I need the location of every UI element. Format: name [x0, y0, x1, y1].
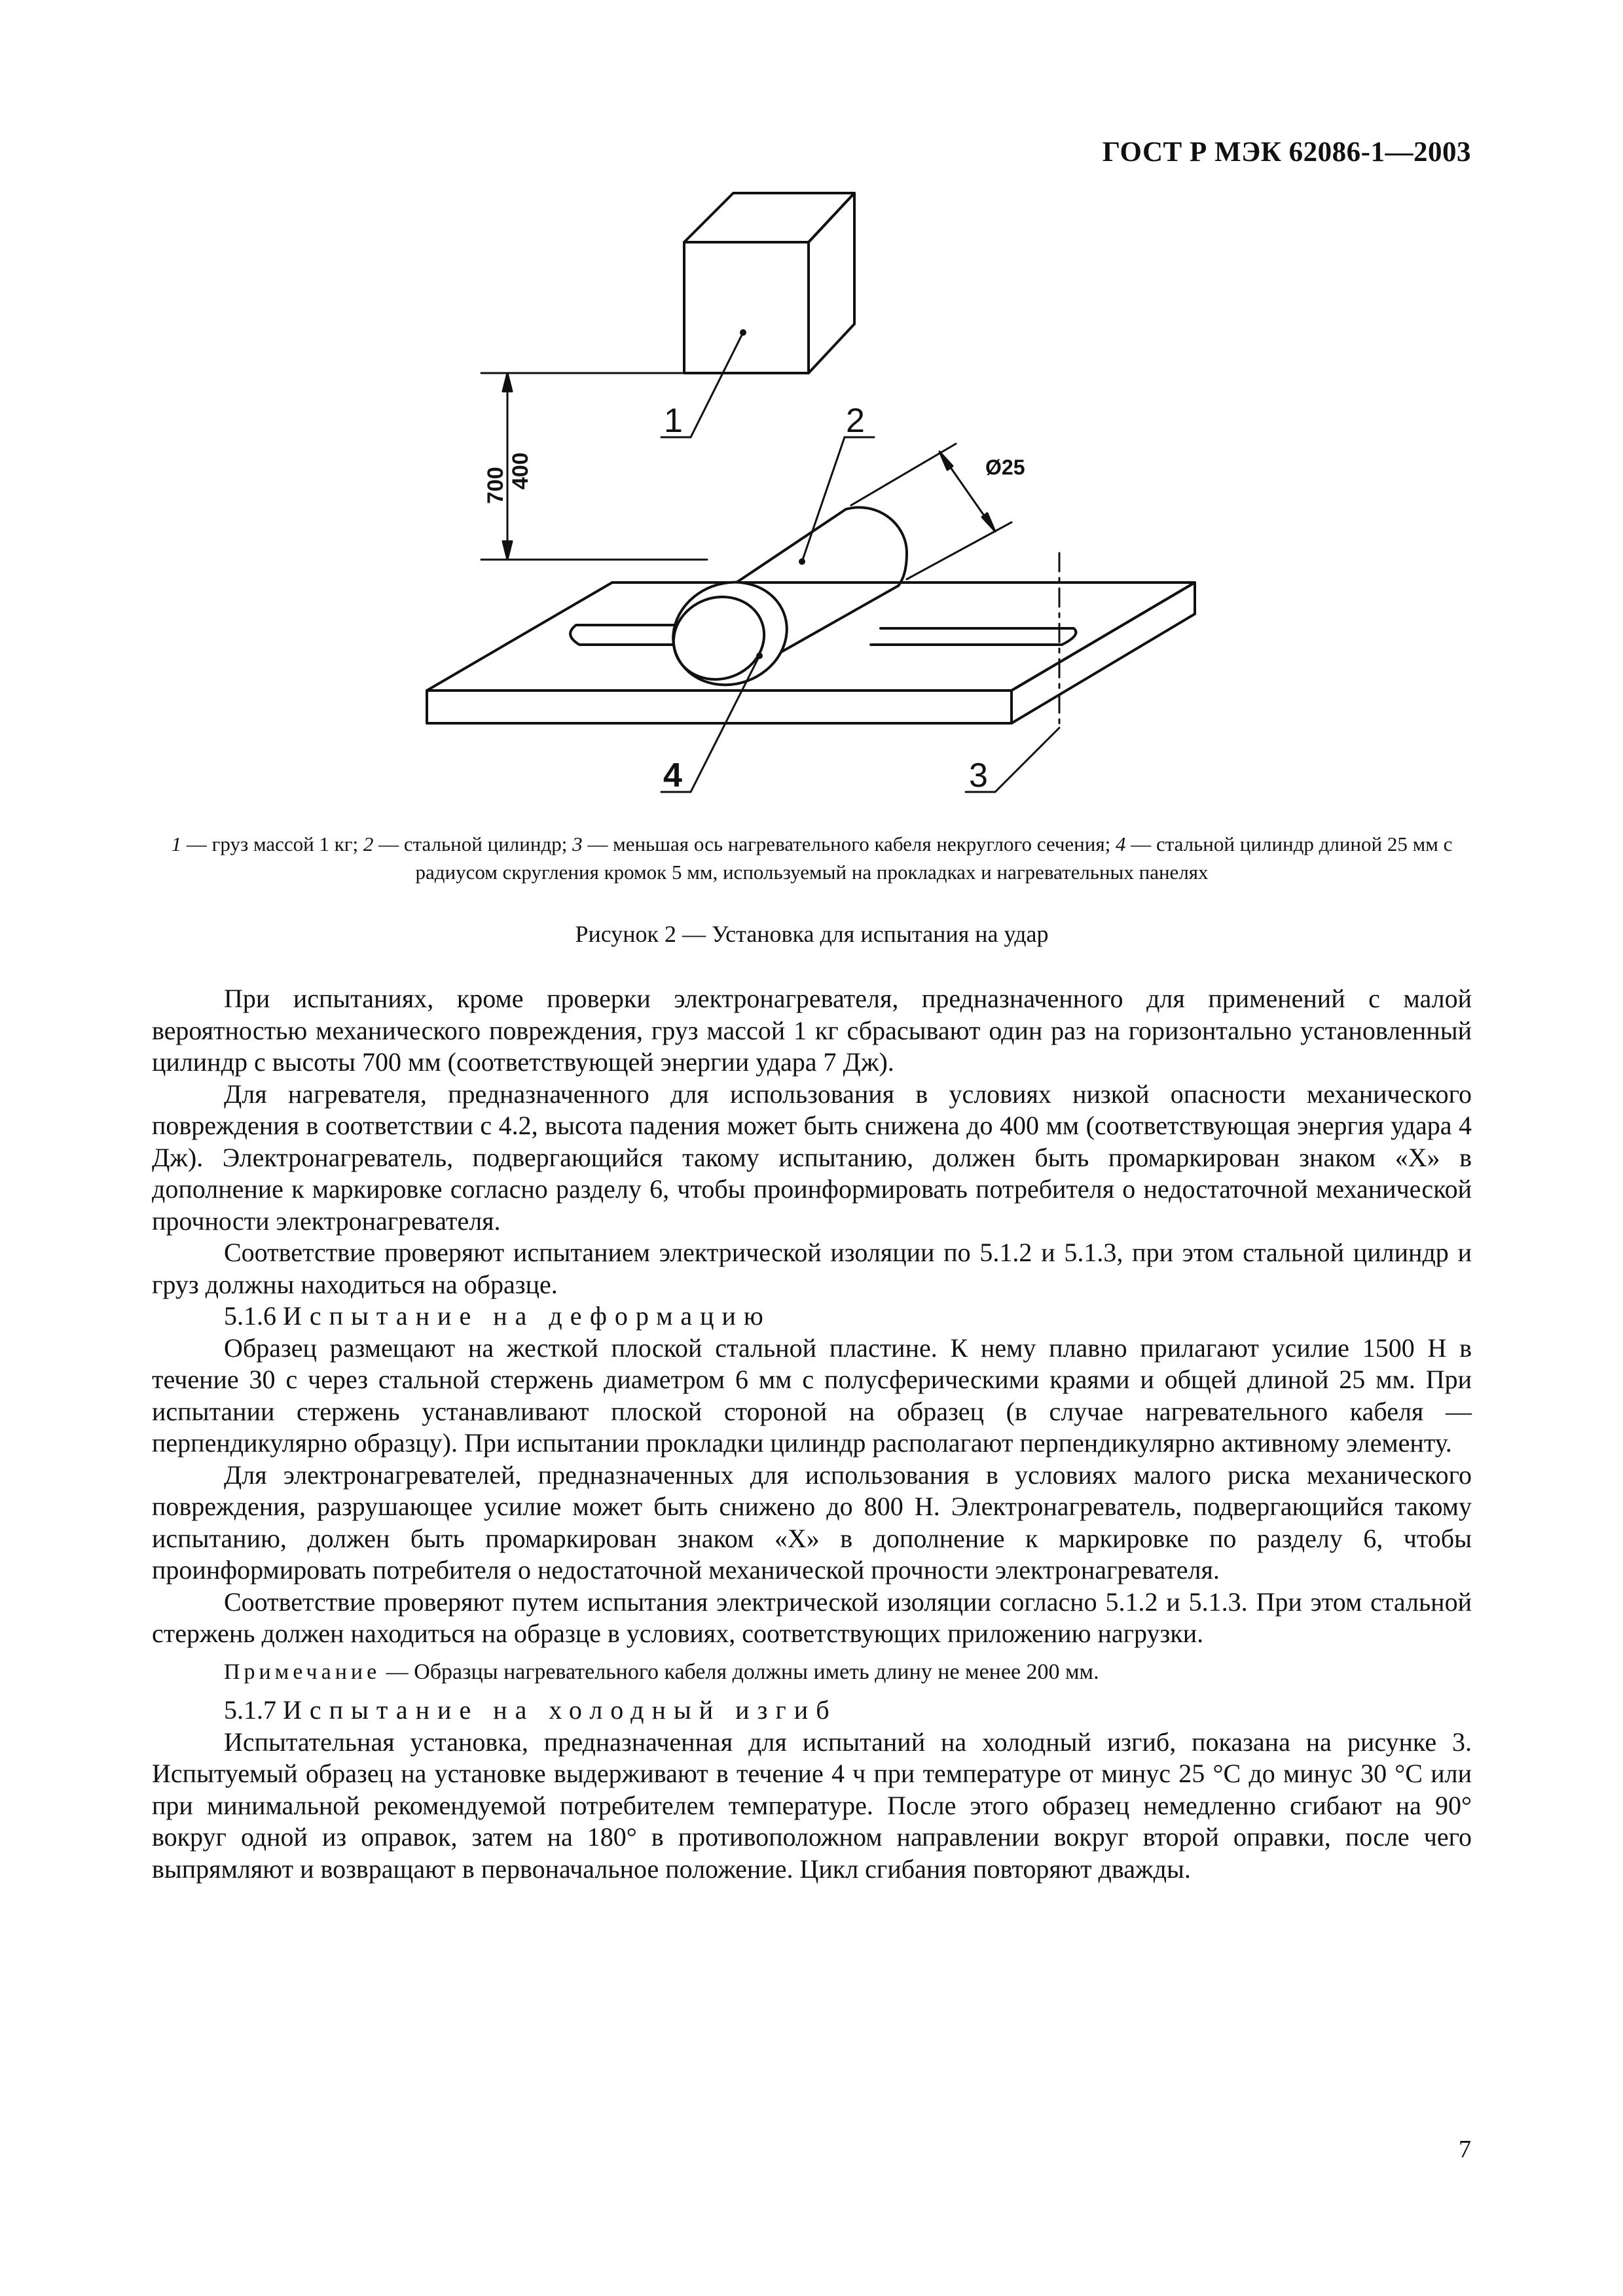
- paragraph: Испытательная установка, предназначенная для испытаний на холодный изгиб, показана на рисунке 3. Испытуемый образец на установке выдерживают в течение 4 ч при температуре от минус 25 °С до минус 30 °С или при минимальной рекомендуемой потребителем температуре. После этого образец немедленно сгибают на 90° вокруг одной из оправок, затем на 180° в противоположном направлении вокруг второй оправки, после чего выпрямляют и возвращают в первоначальное положение. Цикл сгибания повторяют дважды.: [152, 1727, 1472, 1884]
- body-text: [152, 983, 1472, 1885]
- page-number: 7: [1459, 2136, 1471, 2163]
- callout-4: 4: [663, 757, 682, 795]
- figure-title: Рисунок 2 — Установка для испытания на удар: [575, 921, 1049, 947]
- paragraph: Для нагревателя, предназначенного для использования в условиях низкой опасности механического повреждения в соответствии с 4.2, высота падения может быть снижена до 400 мм (соответствующая энергия удара 4 Дж). Электронагреватель, подвергающийся такому испытанию, должен быть промаркирован знаком «Х» в дополнение к маркировке согласно разделу 6, чтобы проинформировать потребителя о недостаточной механической прочности электронагревателя.: [152, 1079, 1472, 1236]
- document-header: ГОСТ Р МЭК 62086-1—2003: [1102, 137, 1471, 168]
- dim-700-label: 700: [483, 467, 508, 504]
- paragraph: Образец размещают на жесткой плоской стальной пластине. К нему плавно прилагают усилие 1500 Н в течение 30 с через стальной стержень диаметром 6 мм с полусферическими краями и общей длиной 25 мм. При испытании стержень устанавливают плоской стороной на образец (в случае нагревательного кабеля — перпендикулярно образцу). При испытании прокладки цилиндр располагают перпендикулярно активному элементу.: [152, 1333, 1472, 1458]
- note-label: Примечание: [224, 1659, 381, 1684]
- legend-num-4: 4: [1115, 833, 1126, 855]
- legend-num-1: 1: [171, 833, 182, 855]
- legend-num-2: 2: [363, 833, 374, 855]
- figure-legend: [164, 830, 1460, 886]
- callout-2: 2: [846, 402, 865, 440]
- section-title: Испытание на деформацию: [283, 1301, 771, 1331]
- steel-cylinder: [659, 507, 907, 700]
- section-title: Испытание на холодный изгиб: [283, 1695, 837, 1725]
- callout-1: 1: [664, 402, 683, 440]
- weight-cube: [684, 193, 854, 373]
- note-text: — Образцы нагревательного кабеля должны иметь длину не менее 200 мм.: [380, 1659, 1099, 1684]
- impact-test-figure: [0, 0, 1623, 825]
- legend-text-2: — стальной цилиндр;: [373, 833, 573, 855]
- paragraph: Для электронагревателей, предназначенных для использования в условиях малого риска механического повреждения, разрушающее усилие может быть снижено до 800 Н. Электронагреватель, подвергающийся такому испытанию, должен быть промаркирован знаком «Х» в дополнение к маркировке по разделу 6, чтобы проинформировать потребителя о недостаточной механической прочности электронагревателя.: [152, 1460, 1472, 1585]
- callout-3: 3: [969, 757, 988, 795]
- note: [152, 1657, 1472, 1689]
- section-number: 5.1.7: [224, 1695, 283, 1725]
- legend-text-4: — стальной цилиндр длиной 25 мм с радиусом скругления кромок 5 мм, используемый на прокладках и нагревательных панелях: [415, 833, 1453, 884]
- paragraph: Соответствие проверяют испытанием электрической изоляции по 5.1.2 и 5.1.3, при этом стальной цилиндр и груз должны находиться на образце.: [152, 1238, 1472, 1299]
- diameter-label: Ø25: [985, 456, 1025, 479]
- section-heading-5-1-6: [152, 1300, 1472, 1333]
- steel-plate: [427, 583, 1195, 723]
- paragraph: При испытаниях, кроме проверки электронагревателя, предназначенного для применений с малой вероятностью механического повреждения, груз массой 1 кг сбрасывают один раз на горизонтально установленный цилиндр с высоты 700 мм (соответствующей энергии удара 7 Дж).: [152, 984, 1472, 1077]
- dim-400-label: 400: [508, 452, 533, 490]
- section-number: 5.1.6: [224, 1301, 283, 1331]
- legend-num-3: 3: [572, 833, 583, 855]
- legend-text-1: — груз массой 1 кг;: [181, 833, 363, 855]
- section-heading-5-1-7: [152, 1695, 1472, 1727]
- paragraph: Соответствие проверяют путем испытания электрической изоляции согласно 5.1.2 и 5.1.3. При этом стальной стержень должен находиться на образце в условиях, соответствующих приложению нагрузки.: [152, 1587, 1472, 1648]
- legend-text-3: — меньшая ось нагревательного кабеля некруглого сечения;: [582, 833, 1116, 855]
